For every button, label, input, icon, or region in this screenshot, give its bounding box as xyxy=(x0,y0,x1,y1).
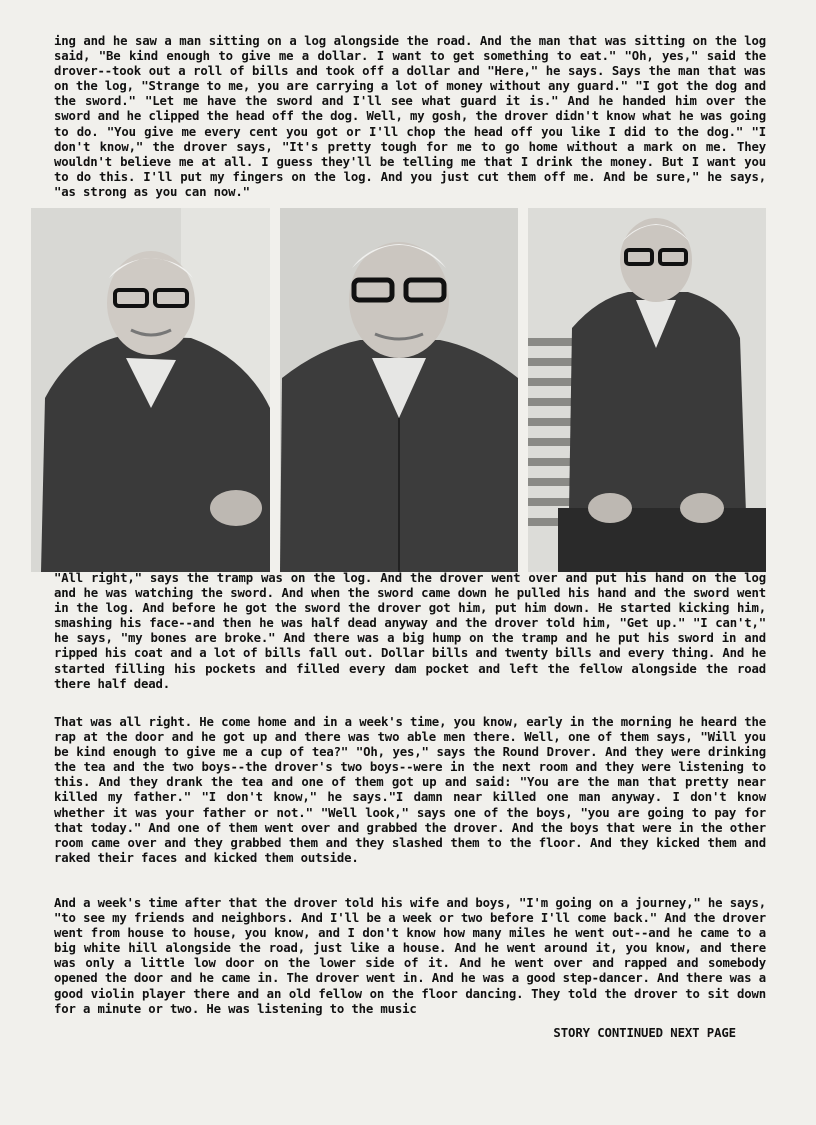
story-paragraph-1: ing and he saw a man sitting on a log alongside the road. And the man that was sitting on the log said, "Be kind enough to give me a dollar. I want to get something to eat." "Oh, yes," said the drover--took out a roll of bills and took off a dollar and "Here," he says. Says the man that was on the log, "Strange to me, you are carrying a lot of money without any guard." "I got the dog and the sword." "Let me have the sword and I'll see what guard it is." And he handed him over the sword and he clipped the head off the dog. Well, my gosh, the drover didn't know what he was going to do. "You give me every cent you got or I'll chop the head off you like I did to the dog." "I don't know," the drover says, "It's pretty tough for me to go home without a mark on me. They wouldn't believe me at all. I guess they'll be telling me that I drink the money. But I want you to do this. I'll put my fingers on the log. And you just cut them off me. And be sure," he says, "as strong as you can now." xyxy=(54,34,766,199)
photo-old-man-center xyxy=(280,208,518,572)
continued-notice: STORY CONTINUED NEXT PAGE xyxy=(553,1026,736,1040)
photo-old-man-left xyxy=(31,208,270,572)
photo-old-man-seated xyxy=(528,208,766,572)
story-paragraph-2: "All right," says the tramp was on the log. And the drover went over and put his hand on the log and he was watching the sword. And when the sword came down he pulled his hand and the sword went in the log. And before he got the sword the drover got him, put him down. He started kicking him, smashing his face--and then he was half dead anyway and the drover told him, "Get up." "I can't," he says, "my bones are broke." And there was a big hump on the tramp and he put his sword in and ripped his coat and a lot of bills fall out. Dollar bills and twenty bills and every thing. And he started filling his pockets and filled every dam pocket and left the fellow alongside the road there half dead. xyxy=(54,571,766,691)
story-paragraph-3: That was all right. He come home and in a week's time, you know, early in the morning he heard the rap at the door and he got up and there was two able men there. Well, one of them says, "Will you be kind enough to give me a cup of tea?" "Oh, yes," says the Round Drover. And they were drinking the tea and the two boys--the drover's two boys--were in the next room and they were listening to this. And they drank the tea and one of them got up and said: "You are the man that pretty near killed my father." "I don't know," he says."I damn near killed one man anyway. I don't know whether it was your father or not." "Well look," says one of the boys, "you are going to pay for that today." And one of them went over and grabbed the drover. And the boys that were in the other room came over and they grabbed them and they slashed them to the floor. And they kicked them and raked their faces and kicked them outside. xyxy=(54,715,766,865)
story-paragraph-4: And a week's time after that the drover told his wife and boys, "I'm going on a journey," he says, "to see my friends and neighbors. And I'll be a week or two before I'll come back." And the drover went from house to house, you know, and I don't know how many miles he went out--and he came to a big white hill alongside the road, just like a house. And he went around it, you know, and there was only a little low door on the lower side of it. And he went over and rapped and somebody opened the door and he came in. The drover went in. And he was a good step-dancer. And there was a good violin player there and an old fellow on the floor dancing. They told the drover to sit down for a minute or two. He was listening to the music xyxy=(54,896,766,1016)
